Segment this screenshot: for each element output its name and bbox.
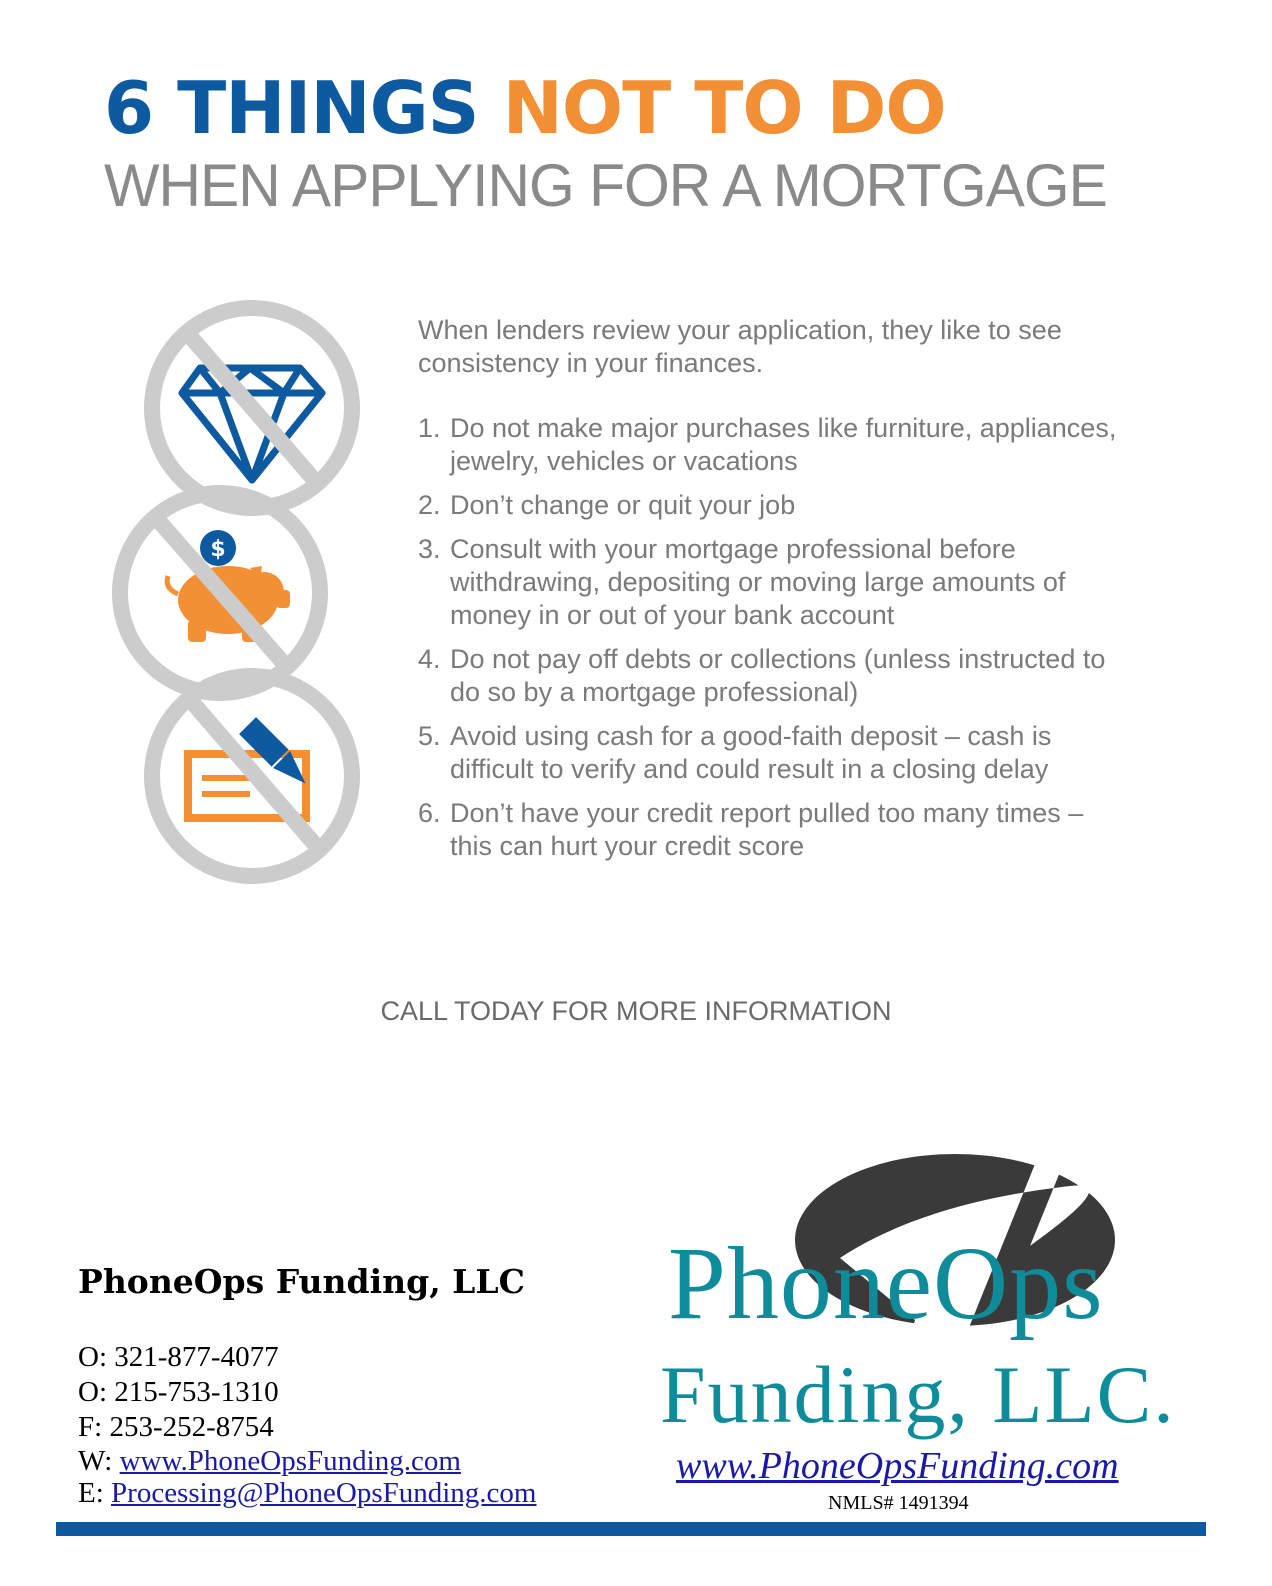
office-phone-1: O: 321-877-4077 <box>78 1341 279 1373</box>
diamond-icon <box>152 308 352 508</box>
email-row: E: Processing@PhoneOpsFunding.com <box>78 1477 537 1509</box>
logo-text-phoneops: PhoneOps <box>668 1226 1104 1341</box>
email-link[interactable]: Processing@PhoneOpsFunding.com <box>111 1477 537 1509</box>
logo-text-funding: Funding, LLC. <box>660 1349 1176 1440</box>
list-item: 4. Do not pay off debts or collections (unless instructed to do so by a mortgage professional) <box>418 644 1106 707</box>
piggy-bank-icon <box>120 493 320 693</box>
nmls-number: NMLS# 1491394 <box>828 1492 969 1514</box>
list-item: 2. Don’t change or quit your job <box>418 490 796 520</box>
svg-text:$: $ <box>210 537 226 562</box>
page-subtitle: WHEN APPLYING FOR A MORTGAGE <box>104 152 1107 219</box>
website-link[interactable]: www.PhoneOpsFunding.com <box>119 1445 461 1477</box>
page-title <box>104 66 946 150</box>
list-item: 6. Don’t have your credit report pulled too many times – this can hurt your credit score <box>418 798 1084 861</box>
office-phone-2: O: 215-753-1310 <box>78 1376 279 1408</box>
logo-website-link[interactable]: www.PhoneOpsFunding.com <box>676 1445 1119 1487</box>
prohibition-icons <box>100 298 380 898</box>
title-part2: NOT TO DO <box>502 66 946 150</box>
title-part1: 6 THINGS <box>104 66 479 150</box>
list-item: 5. Avoid using cash for a good-faith deposit – cash is difficult to verify and could result in a closing delay <box>418 721 1052 784</box>
website-row: W: www.PhoneOpsFunding.com <box>78 1445 461 1477</box>
tips-list <box>418 412 1118 874</box>
list-item: 3. Consult with your mortgage professional before withdrawing, depositing or moving large amounts of money in or out of your bank account <box>418 534 1066 630</box>
contact-block <box>78 1340 537 1509</box>
bottom-divider <box>56 1522 1206 1536</box>
company-name: PhoneOps Funding, LLC <box>78 1262 525 1301</box>
intro-text: When lenders review your application, they like to see consistency in your finances. <box>418 315 1062 378</box>
fax-number: F: 253-252-8754 <box>78 1411 274 1443</box>
check-pen-icon <box>152 676 352 876</box>
list-item: 1. Do not make major purchases like furniture, appliances, jewelry, vehicles or vacations <box>418 413 1117 476</box>
call-to-action: CALL TODAY FOR MORE INFORMATION <box>380 996 892 1026</box>
